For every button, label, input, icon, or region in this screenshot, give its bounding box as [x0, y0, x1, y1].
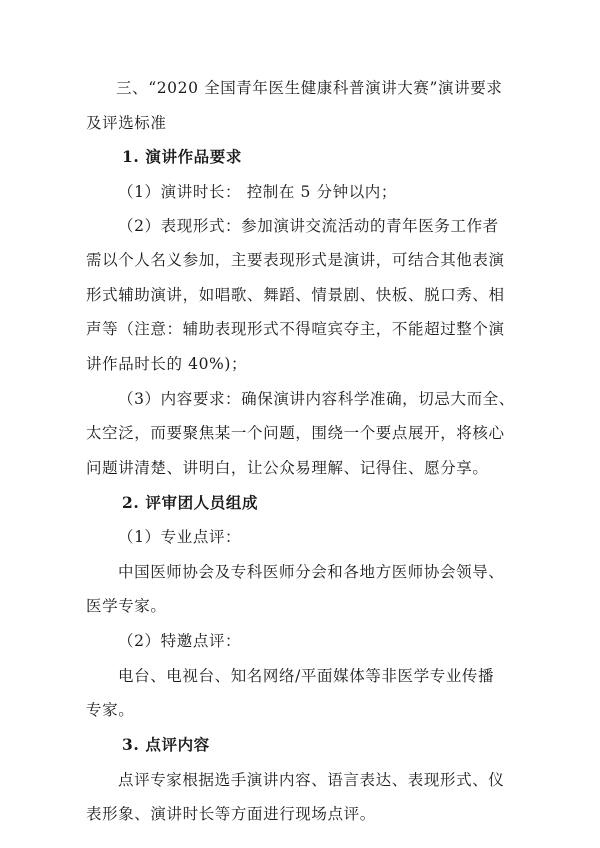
- part1-heading: 1. 演讲作品要求: [122, 147, 242, 166]
- part2-sub2-label: （2）特邀点评：: [118, 632, 242, 650]
- part2-sub2-line: 电台、电视台、知名网络/平面媒体等非医学专业传播: [118, 667, 495, 685]
- part1-item2-line: 需以个人名义参加，主要表现形式是演讲，可结合其他表演: [86, 251, 505, 269]
- section-title-line-2: 及评选标准: [86, 114, 167, 132]
- part1-item2-line: （2）表现形式：参加演讲交流活动的青年医务工作者: [118, 217, 499, 235]
- part2-sub2-line: 专家。: [86, 701, 135, 719]
- part3-line: 表形象、演讲时长等方面进行现场点评。: [86, 805, 376, 823]
- part1-item3-line: （3）内容要求：确保演讲内容科学准确，切忌大而全、: [118, 390, 515, 408]
- part3-line: 点评专家根据选手演讲内容、语言表达、表现形式、仪: [118, 771, 505, 789]
- part1-item3-line: 太空泛，而要聚焦某一个问题，围绕一个要点展开，将核心: [86, 424, 505, 442]
- section-title-line-1: 三、“2020 全国青年医生健康科普演讲大赛”演讲要求: [116, 79, 503, 97]
- part1-item2-line: 形式辅助演讲，如唱歌、舞蹈、情景剧、快板、脱口秀、相: [86, 286, 505, 304]
- part1-item3-line: 问题讲清楚、讲明白，让公众易理解、记得住、愿分享。: [86, 459, 489, 477]
- part2-heading: 2. 评审团人员组成: [122, 493, 259, 512]
- part1-item2-line: 讲作品时长的 40%)；: [86, 355, 248, 373]
- part2-sub1-line: 中国医师协会及专科医师分会和各地方医师协会领导、: [118, 563, 505, 581]
- part2-sub1-label: （1）专业点评：: [118, 528, 242, 546]
- part2-sub1-line: 医学专家。: [86, 597, 167, 615]
- part1-item1: （1）演讲时长： 控制在 5 分钟以内；: [118, 183, 398, 201]
- part3-heading: 3. 点评内容: [122, 735, 210, 754]
- part1-item2-line: 声等（注意：辅助表现形式不得喧宾夺主，不能超过整个演: [86, 320, 505, 338]
